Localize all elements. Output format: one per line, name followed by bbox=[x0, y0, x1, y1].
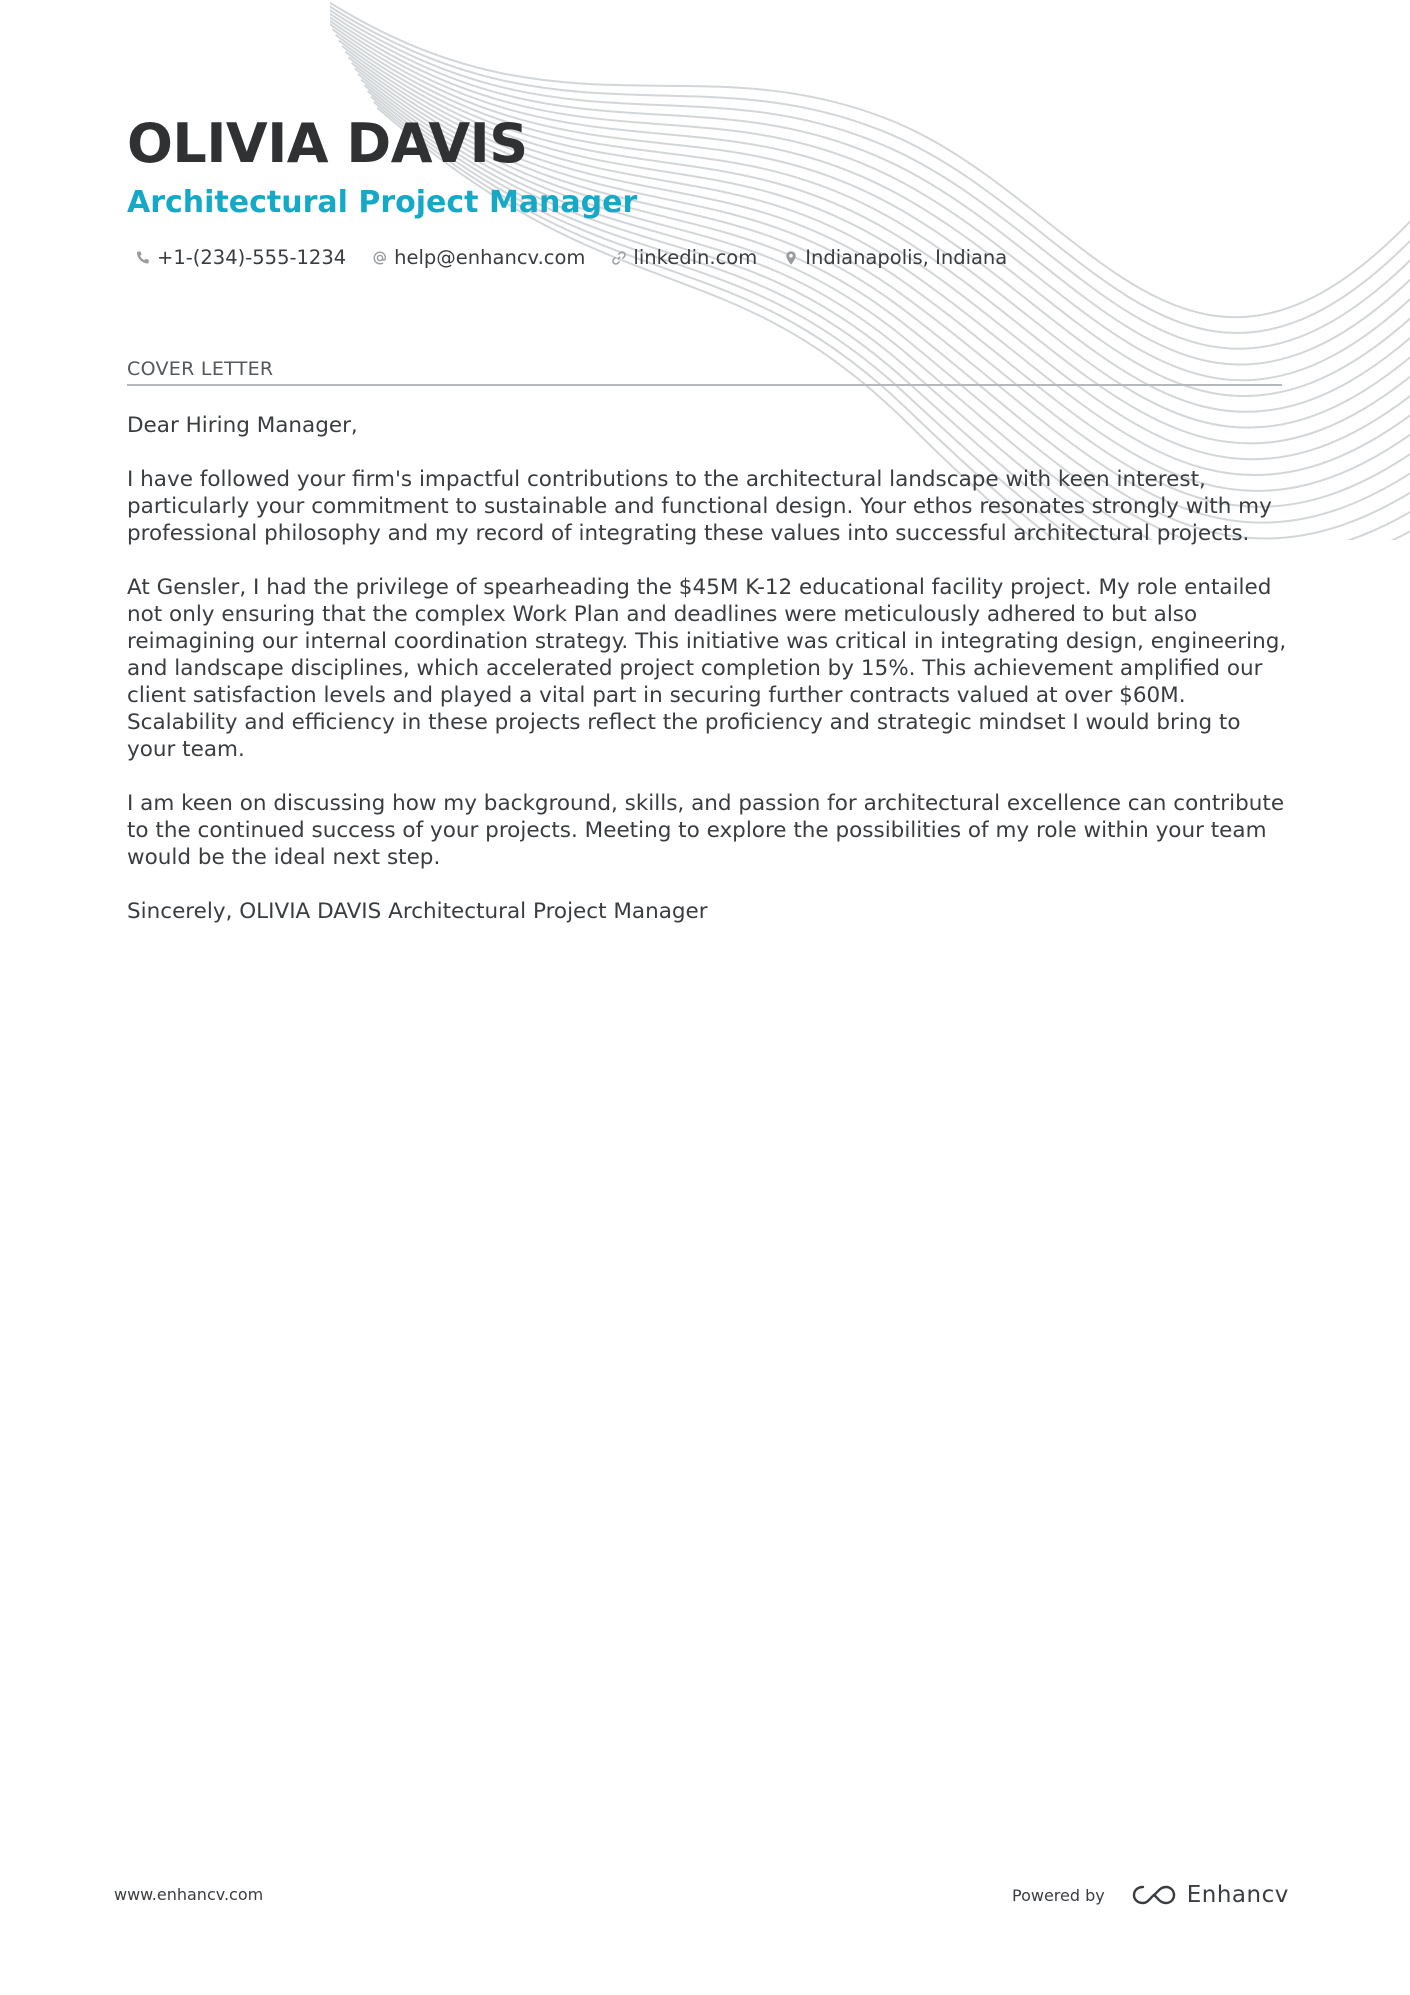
candidate-name: OLIVIA DAVIS bbox=[127, 112, 528, 175]
email-text: help@enhancv.com bbox=[394, 246, 586, 269]
footer-powered-by bbox=[1012, 1882, 1289, 1908]
location-pin-icon bbox=[783, 250, 799, 266]
letter-body bbox=[127, 412, 1287, 952]
phone-icon bbox=[135, 250, 151, 266]
contact-location bbox=[783, 246, 1007, 269]
contact-phone[interactable] bbox=[135, 246, 346, 269]
phone-text: +1-(234)-555-1234 bbox=[157, 246, 347, 269]
letter-greeting: Dear Hiring Manager, bbox=[127, 413, 358, 438]
candidate-title: Architectural Project Manager bbox=[127, 185, 638, 220]
contact-linkedin[interactable] bbox=[611, 246, 757, 269]
section-heading-cover-letter: COVER LETTER bbox=[127, 358, 1282, 386]
enhancv-logo-icon bbox=[1131, 1883, 1177, 1907]
link-icon bbox=[611, 250, 627, 266]
footer-website-link[interactable]: www.enhancv.com bbox=[114, 1885, 264, 1904]
enhancv-logo[interactable] bbox=[1131, 1882, 1289, 1908]
enhancv-logo-text: Enhancv bbox=[1186, 1882, 1289, 1908]
contact-email[interactable] bbox=[372, 246, 585, 269]
letter-paragraph: I have followed your firm's impactful contributions to the architectural landscape with keen interest, particularly your commitment to sustainable and functional design. Your ethos resonates strongly with my professional philosophy and my record of integrating these values into successful architectural projects. bbox=[127, 467, 1272, 546]
linkedin-text: linkedin.com bbox=[633, 246, 758, 269]
letter-paragraph: I am keen on discussing how my background, skills, and passion for architectural excellence can contribute to the continued success of your projects. Meeting to explore the possibilities of my role within your team would be the ideal next step. bbox=[127, 791, 1285, 870]
letter-closing: Sincerely, OLIVIA DAVIS Architectural Project Manager bbox=[127, 899, 708, 924]
location-text: Indianapolis, Indiana bbox=[805, 246, 1008, 269]
letter-paragraph: At Gensler, I had the privilege of spearheading the $45M K-12 educational facility project. My role entailed not only ensuring that the complex Work Plan and deadlines were meticulously adhered to but also reimagining our internal coordination strategy. This initiative was critical in integrating design, engineering, and landscape disciplines, which accelerated project completion by 15%. This achievement amplified our client satisfaction levels and played a vital part in securing further contracts valued at over $60M. Scalability and efficiency in these projects reflect the proficiency and strategic mindset I would bring to your team. bbox=[127, 575, 1287, 762]
at-icon bbox=[372, 250, 388, 266]
contact-info bbox=[135, 246, 1007, 269]
powered-by-label: Powered by bbox=[1012, 1885, 1105, 1905]
